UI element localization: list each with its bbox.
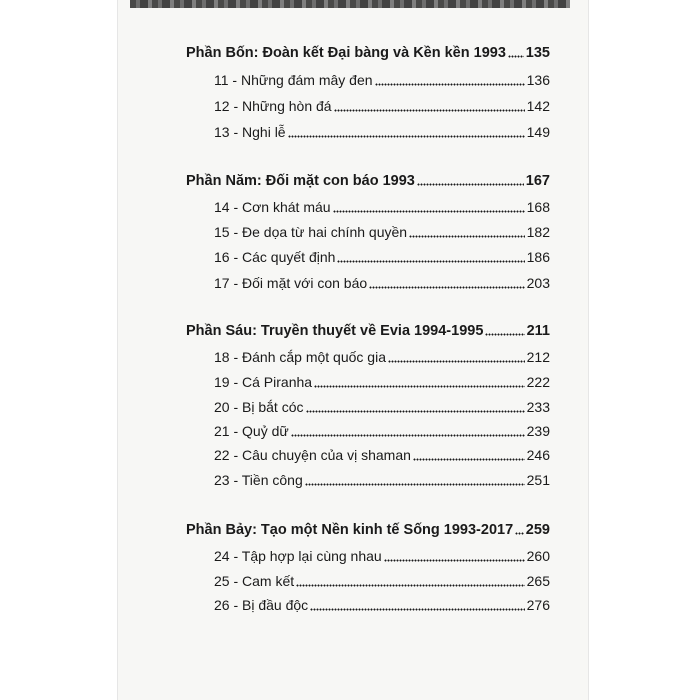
toc-chapter-13 <box>214 123 550 141</box>
dot-leader <box>310 601 524 611</box>
toc-chapter-23 <box>214 471 550 489</box>
dot-leader <box>291 427 525 437</box>
dot-leader <box>384 552 525 562</box>
toc-part-6 <box>186 322 550 340</box>
dot-leader <box>288 128 525 138</box>
toc-page-number: 233 <box>526 399 550 415</box>
toc-page-number: 260 <box>526 548 550 564</box>
toc-page-number: 211 <box>526 323 550 339</box>
dot-leader <box>314 378 525 388</box>
toc-chapter-11 <box>214 71 550 89</box>
toc-page-number: 251 <box>526 472 550 488</box>
toc-chapter-14 <box>214 198 550 216</box>
toc-page-number: 239 <box>526 423 550 439</box>
toc-chapter-17 <box>214 274 550 292</box>
dot-leader <box>333 203 525 213</box>
dot-leader <box>485 326 524 336</box>
toc-part-5 <box>186 172 550 190</box>
toc-page-number: 259 <box>525 522 550 538</box>
toc-page-number: 142 <box>526 98 550 114</box>
toc-chapter-21 <box>214 422 550 440</box>
toc-part-title: Phần Bốn: Đoàn kết Đại bàng và Kền kền 1993 <box>186 45 506 61</box>
toc-page-number: 222 <box>526 374 550 390</box>
toc-page-number: 167 <box>525 173 550 189</box>
toc-chapter-15 <box>214 223 550 241</box>
toc-chapter-title: 22 - Câu chuyện của vị shaman <box>214 447 411 463</box>
dot-leader <box>409 228 525 238</box>
toc-chapter-title: 15 - Đe dọa từ hai chính quyền <box>214 224 408 240</box>
dot-leader <box>508 48 524 58</box>
toc-chapter-title: 12 - Những hòn đá <box>214 98 332 114</box>
toc-chapter-25 <box>214 572 550 590</box>
toc-chapter-12 <box>214 97 550 115</box>
dot-leader <box>296 577 525 587</box>
toc-part-title: Phần Sáu: Truyền thuyết về Evia 1994-1995 <box>186 323 484 339</box>
toc-chapter-title: 14 - Cơn khát máu <box>214 199 331 215</box>
toc-page-number: 203 <box>526 275 550 291</box>
dot-leader <box>417 176 524 186</box>
toc-chapter-title: 20 - Bị bắt cóc <box>214 399 304 415</box>
dot-leader <box>413 451 525 461</box>
dot-leader <box>334 102 525 112</box>
toc-part-4 <box>186 44 550 62</box>
toc-chapter-20 <box>214 398 550 416</box>
dot-leader <box>337 253 524 263</box>
toc-page-number: 276 <box>526 597 550 613</box>
toc-chapter-title: 11 - Những đám mây đen <box>214 72 373 88</box>
toc-page-number: 182 <box>526 224 550 240</box>
toc-chapter-26 <box>214 596 550 614</box>
dot-leader <box>369 279 525 289</box>
toc-page-number: 135 <box>525 45 550 61</box>
toc-chapter-title: 25 - Cam kết <box>214 573 295 589</box>
toc-chapter-title: 16 - Các quyết định <box>214 249 336 265</box>
toc-page-number: 265 <box>526 573 550 589</box>
dot-leader <box>515 525 524 535</box>
toc-page-number: 136 <box>526 72 550 88</box>
toc-part-title: Phần Năm: Đối mặt con báo 1993 <box>186 173 415 189</box>
toc-page-number: 168 <box>526 199 550 215</box>
toc-page-number: 246 <box>526 447 550 463</box>
toc-chapter-24 <box>214 547 550 565</box>
toc-chapter-19 <box>214 373 550 391</box>
toc-page-number: 149 <box>526 124 550 140</box>
dot-leader <box>306 403 525 413</box>
toc-part-title: Phần Bảy: Tạo một Nền kinh tế Sống 1993-2017 <box>186 522 514 538</box>
toc-chapter-title: 26 - Bị đầu độc <box>214 597 309 613</box>
dot-leader <box>305 476 525 486</box>
toc-chapter-title: 23 - Tiền công <box>214 472 303 488</box>
toc-chapter-title: 24 - Tập hợp lại cùng nhau <box>214 548 382 564</box>
toc-chapter-title: 17 - Đối mặt với con báo <box>214 275 368 291</box>
toc-chapter-title: 21 - Quỷ dữ <box>214 423 289 439</box>
toc-chapter-title: 13 - Nghi lễ <box>214 124 286 140</box>
toc-chapter-title: 18 - Đánh cắp một quốc gia <box>214 349 386 365</box>
toc-page-number: 212 <box>526 349 550 365</box>
toc-page-number: 186 <box>526 249 550 265</box>
toc-chapter-18 <box>214 348 550 366</box>
toc-chapter-16 <box>214 248 550 266</box>
dot-leader <box>388 353 525 363</box>
toc-part-7 <box>186 521 550 539</box>
toc-chapter-title: 19 - Cá Piranha <box>214 374 313 390</box>
dot-leader <box>375 76 525 86</box>
toc-chapter-22 <box>214 446 550 464</box>
